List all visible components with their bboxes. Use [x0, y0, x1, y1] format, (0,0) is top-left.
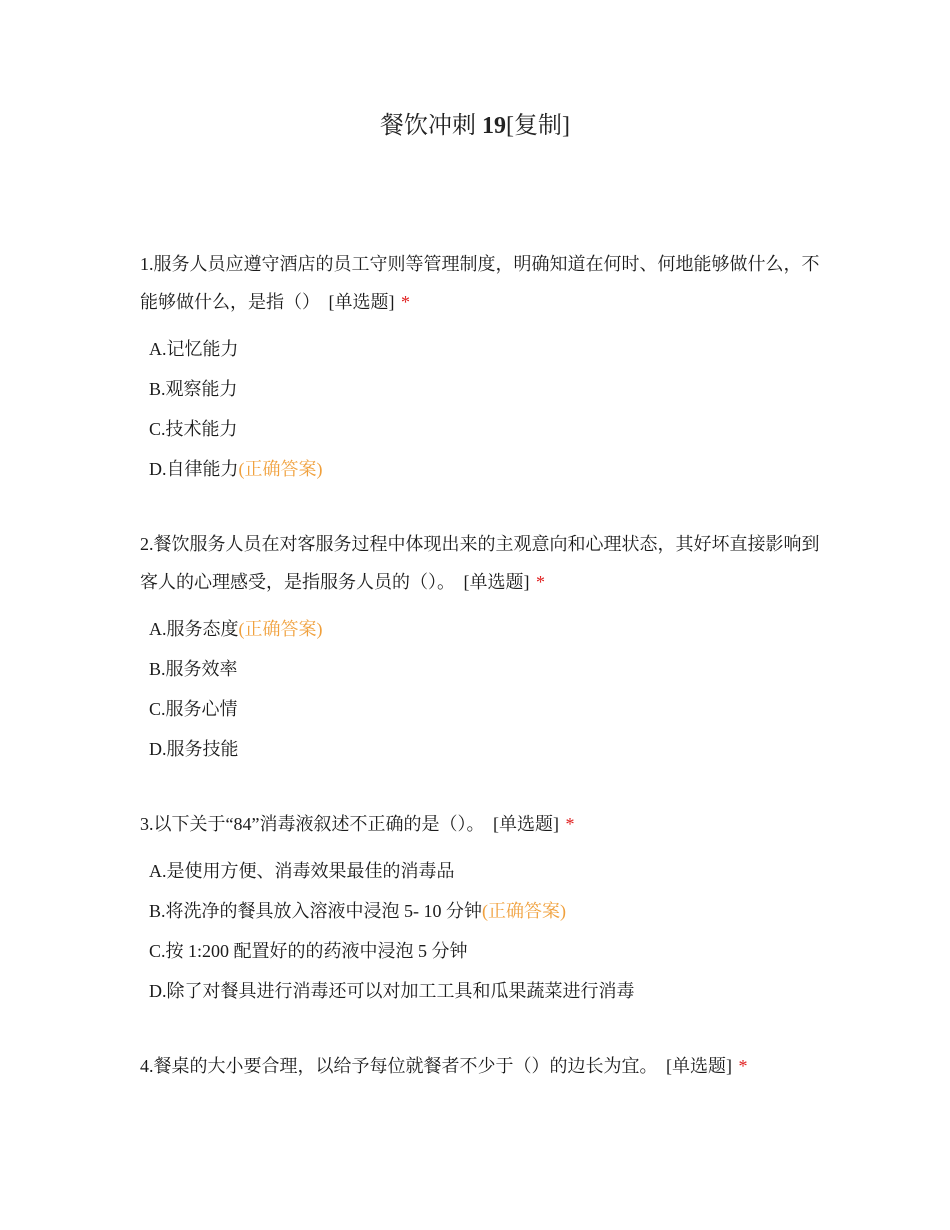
option-b[interactable]	[149, 649, 820, 689]
option-label: D.自律能力	[149, 459, 239, 479]
option-d[interactable]	[149, 729, 820, 769]
question-2	[140, 525, 820, 769]
question-type: [单选题]	[666, 1056, 732, 1076]
option-label: C.服务心情	[149, 699, 238, 719]
option-label: A.是使用方便、消毒效果最佳的消毒品	[149, 861, 455, 881]
option-a[interactable]	[149, 609, 820, 649]
question-text	[140, 1047, 820, 1085]
question-text	[140, 525, 820, 601]
option-list	[140, 851, 820, 1011]
question-1	[140, 245, 820, 489]
correct-answer-mark: (正确答案)	[238, 619, 323, 639]
option-list	[140, 329, 820, 489]
option-label: A.服务态度	[149, 619, 239, 639]
option-label: C.按 1:200 配置好的的药液中浸泡 5 分钟	[149, 941, 468, 961]
title-number: 19	[482, 113, 506, 139]
required-mark: *	[738, 1056, 748, 1076]
title-suffix: [复制]	[506, 113, 570, 139]
option-d[interactable]	[149, 449, 820, 489]
option-d[interactable]	[149, 971, 820, 1011]
question-stem: 2.餐饮服务人员在对客服务过程中体现出来的主观意向和心理状态，其好坏直接影响到客人的心理感受，是指服务人员的（）。	[140, 534, 820, 592]
question-4	[140, 1047, 820, 1085]
option-label: B.观察能力	[149, 379, 238, 399]
option-label: D.除了对餐具进行消毒还可以对加工工具和瓜果蔬菜进行消毒	[149, 981, 635, 1001]
option-a[interactable]	[149, 329, 820, 369]
question-type: [单选题]	[328, 292, 395, 312]
question-text	[140, 805, 820, 843]
correct-answer-mark: (正确答案)	[238, 459, 323, 479]
option-label: B.将洗净的餐具放入溶液中浸泡 5- 10 分钟	[149, 901, 482, 921]
option-a[interactable]	[149, 851, 820, 891]
option-label: D.服务技能	[149, 739, 239, 759]
option-c[interactable]	[149, 931, 820, 971]
question-stem: 3.以下关于“84”消毒液叙述不正确的是（）。	[140, 814, 485, 834]
question-stem: 1.服务人员应遵守酒店的员工守则等管理制度，明确知道在何时、何地能够做什么，不能够做什么，是指（）	[140, 254, 820, 312]
option-b[interactable]	[149, 891, 820, 931]
question-type: [单选题]	[463, 572, 530, 592]
question-3	[140, 805, 820, 1011]
title-prefix: 餐饮冲刺	[380, 113, 476, 139]
option-list	[140, 609, 820, 769]
question-text	[140, 245, 820, 321]
option-label: A.记忆能力	[149, 339, 239, 359]
required-mark: *	[565, 814, 575, 834]
question-stem: 4.餐桌的大小要合理，以给予每位就餐者不少于（）的边长为宜。	[140, 1056, 658, 1076]
option-label: B.服务效率	[149, 659, 238, 679]
page-title	[0, 108, 950, 144]
required-mark: *	[536, 572, 545, 592]
required-mark: *	[401, 292, 410, 312]
option-b[interactable]	[149, 369, 820, 409]
option-c[interactable]	[149, 689, 820, 729]
option-label: C.技术能力	[149, 419, 238, 439]
correct-answer-mark: (正确答案)	[482, 901, 566, 921]
option-c[interactable]	[149, 409, 820, 449]
question-type: [单选题]	[492, 814, 559, 834]
